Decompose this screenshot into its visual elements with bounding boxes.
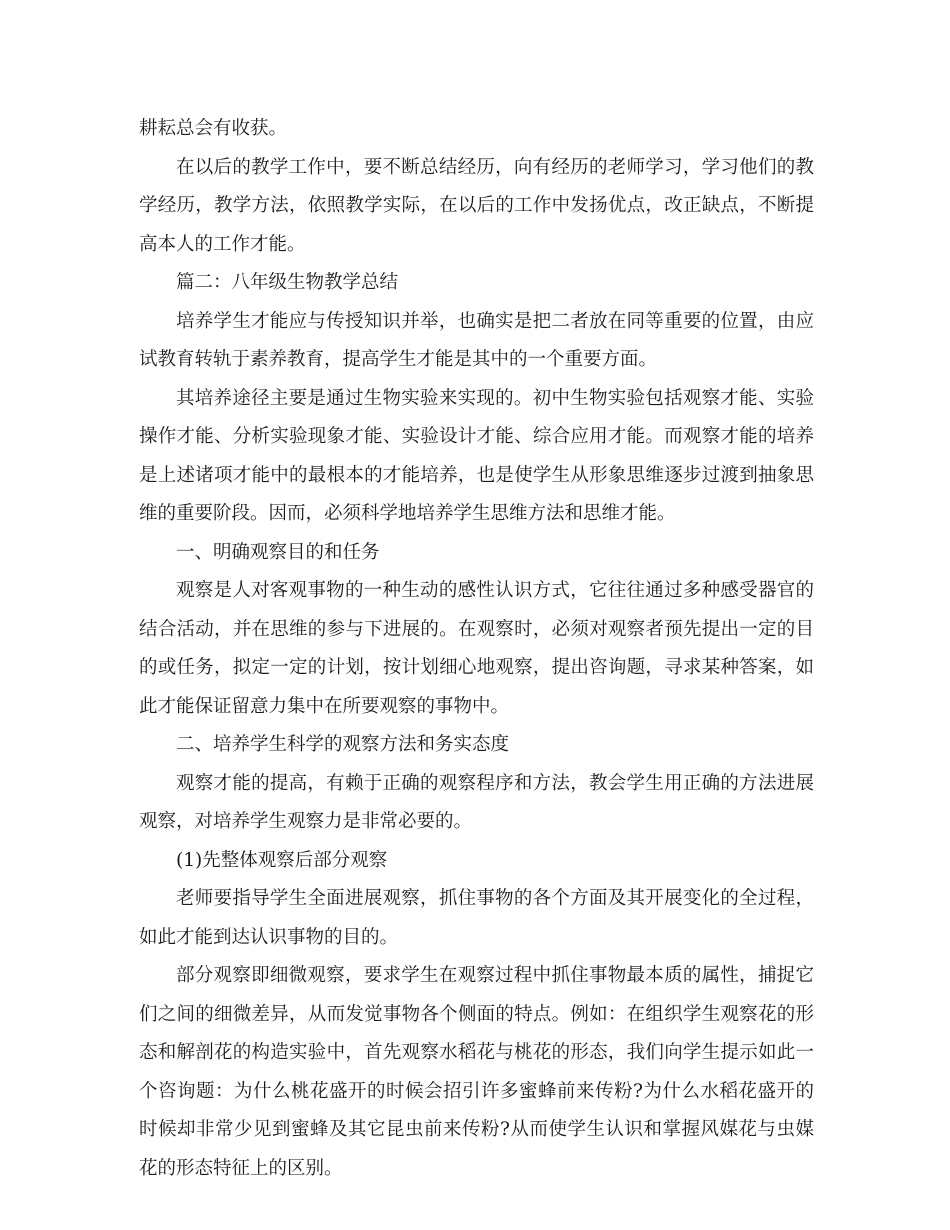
- paragraph-line: 观察才能的提高，有赖于正确的观察程序和方法，教会学生用正确的方法进展: [176, 772, 814, 794]
- section-heading: 二、培养学生科学的观察方法和务实态度: [176, 734, 510, 755]
- paragraph-line: 其培养途径主要是通过生物实验来实现的。初中生物实验包括观察才能、实验: [176, 387, 814, 409]
- section-heading: 篇二：八年级生物教学总结: [176, 272, 399, 293]
- paragraph-line: 维的重要阶段。因而，必须科学地培养学生思维方法和思维才能。: [139, 503, 676, 524]
- paragraph-line: 的或任务，拟定一定的计划，按计划细心地观察，提出咨询题，寻求某种答案，如: [139, 657, 814, 678]
- paragraph-line: 们之间的细微差异，从而发觉事物各个侧面的特点。例如：在组织学生观察花的形: [139, 1003, 814, 1025]
- document-body: [139, 110, 814, 1188]
- paragraph-line: 老师要指导学生全面进展观察，抓住事物的各个方面及其开展变化的全过程，: [176, 888, 814, 909]
- paragraph-line: 如此才能到达认识事物的目的。: [139, 926, 399, 948]
- paragraph-line: 个咨询题：为什么桃花盛开的时候会招引许多蜜蜂前来传粉?为什么水稻花盛开的: [139, 1080, 814, 1102]
- paragraph-line: 此才能保证留意力集中在所要观察的事物中。: [139, 695, 510, 717]
- paragraph-line: 观察，对培养学生观察力是非常必要的。: [139, 811, 473, 832]
- paragraph-line: 培养学生才能应与传授知识并举，也确实是把二者放在同等重要的位置，由应: [176, 310, 814, 332]
- paragraph-line: 操作才能、分析实验现象才能、实验设计才能、综合应用才能。而观察才能的培养: [139, 426, 814, 447]
- paragraph-line: 时候却非常少见到蜜蜂及其它昆虫前来传粉?从而使学生认识和掌握风媒花与虫媒: [139, 1119, 814, 1140]
- paragraph-line: 高本人的工作才能。: [139, 233, 306, 255]
- paragraph-line: 在以后的教学工作中，要不断总结经历，向有经历的老师学习，学习他们的教: [176, 156, 814, 178]
- paragraph-line: 学经历，教学方法，依照教学实际，在以后的工作中发扬优点，改正缺点，不断提: [139, 195, 814, 216]
- paragraph-line: 观察是人对客观事物的一种生动的感性认识方式，它往往通过多种感受器官的: [176, 580, 814, 601]
- paragraph-line: 结合活动，并在思维的参与下进展的。在观察时，必须对观察者预先提出一定的目: [139, 618, 814, 640]
- section-heading: 一、明确观察目的和任务: [176, 541, 380, 563]
- paragraph-line: 部分观察即细微观察，要求学生在观察过程中抓住事物最本质的属性，捕捉它: [176, 965, 814, 986]
- section-heading: (1)先整体观察后部分观察: [176, 849, 388, 871]
- paragraph-line: 是上述诸项才能中的最根本的才能培养，也是使学生从形象思维逐步过渡到抽象思: [139, 464, 814, 486]
- paragraph-line: 态和解剖花的构造实验中，首先观察水稻花与桃花的形态，我们向学生提示如此一: [139, 1042, 814, 1063]
- paragraph-line: 花的形态特征上的区别。: [139, 1157, 343, 1179]
- paragraph-line: 试教育转轨于素养教育，提高学生才能是其中的一个重要方面。: [139, 349, 658, 370]
- paragraph-line: 耕耘总会有收获。: [139, 118, 288, 139]
